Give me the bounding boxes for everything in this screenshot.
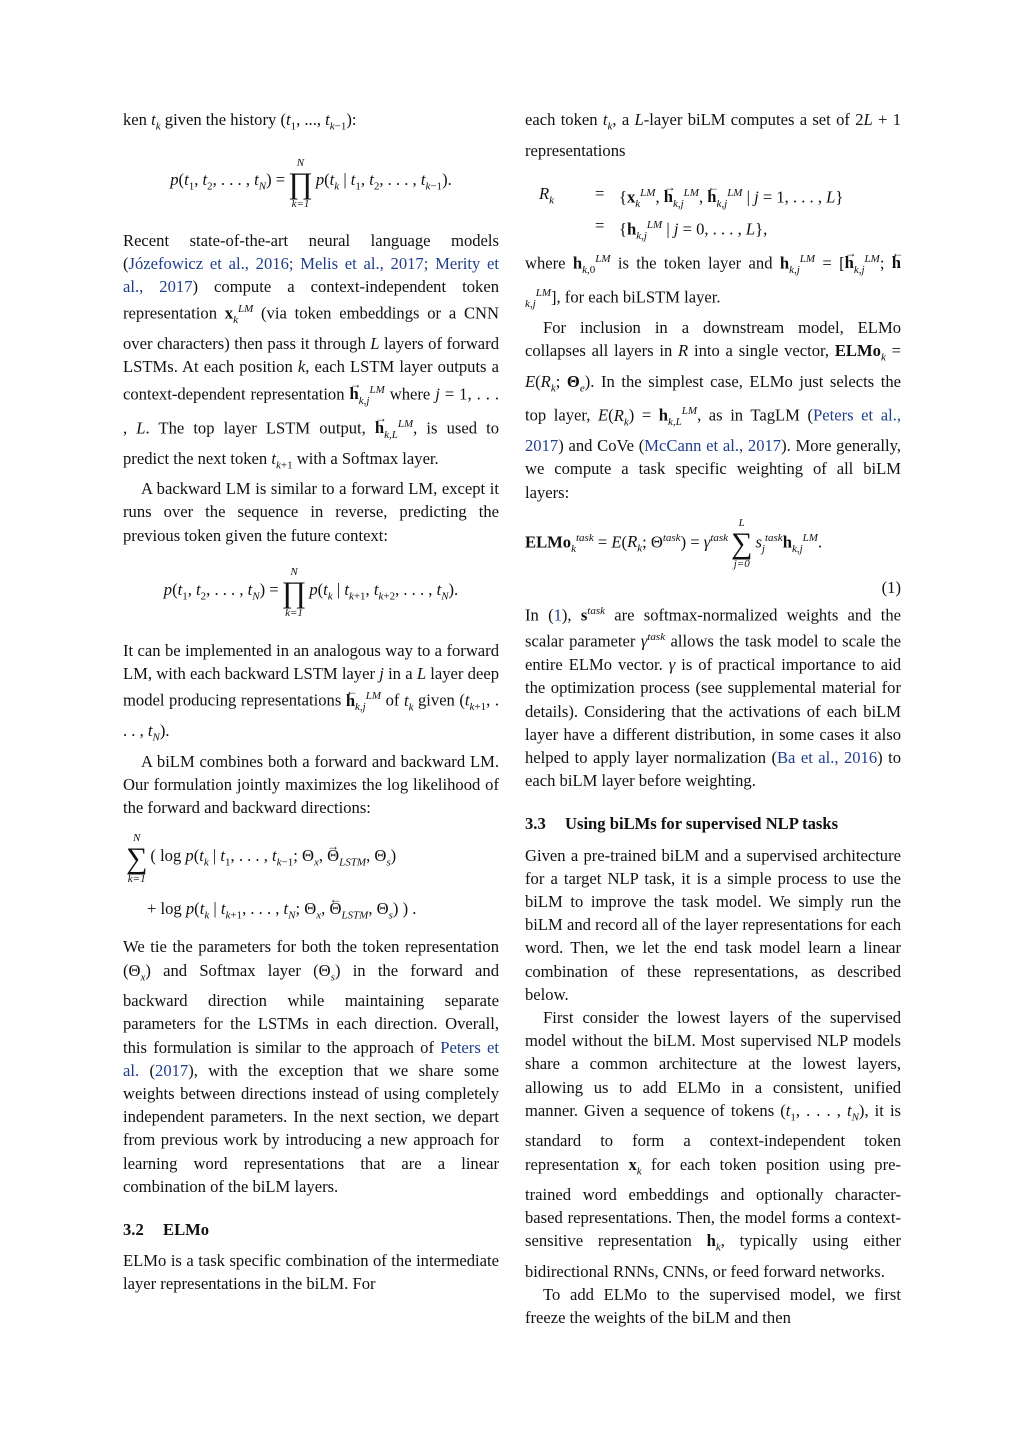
- section-title: Using biLMs for supervised NLP tasks: [565, 814, 839, 834]
- equation-elmo-task: ELMo$_k^{task}$ = $E(R_k$; $\Theta^{task}) = \gamma^{task}$ L ∑ j=0 $s_j^{task}h_{k,j}^{LM}$. (1): [525, 504, 901, 600]
- right-column: [525, 108, 901, 1330]
- citation-peters[interactable]: Peters et al.: [123, 1037, 499, 1080]
- paragraph-intro: ken $t_k$ given the history ($t_1$, ..., $t_{k-1}$):: [123, 110, 357, 133]
- paragraph-in-eq: In (1), $s^{task}$ are softmax-normalized weights and the scalar parameter $\gamma^{task}$ allows the task model to scale the entire ELMo vector. γ is of practical importance to aid the optimization process (see supplemental material for details). Considering that the activations of each biLM layer have a different distribution, in some cases it also helped to apply layer normalization (Ba et al., 2016) to each biLM layer before weighting.: [525, 604, 902, 791]
- in-text-c: ) to each biLM layer before weighting.: [525, 747, 901, 791]
- inclusion-text-c: ). More generally, we compute a task specific weighting of all biLM layers:: [525, 436, 901, 502]
- section-heading-3-3: [525, 812, 901, 835]
- equation-log-likelihood: N ∑ k=1 ( $\log p(t_k$ | $t_1$, . . . , $t_{k-1}$; $\Theta_x$, → $\Theta_{LSTM}$, $\Theta_s$) + $\log p(t_k$ | $t_{k+1}$, . . . , $t_N$; $\Theta_x$, ← $\Theta_{LSTM}$, $\Theta_s$) ) .: [123, 819, 499, 935]
- paragraph-add-elmo: To add ELMo to the supervised model, we first freeze the weights of the biLM and then: [525, 1285, 901, 1328]
- section-heading-3-2: [123, 1218, 499, 1241]
- citation-mccann-2017[interactable]: McCann et al., 2017: [644, 436, 782, 456]
- left-column: [123, 108, 499, 1296]
- equation-forward-lm: $p(t_1$, $t_2$, . . . , $t_N$) = N ∏ k=1 $p(t_k$ | $t_1$, $t_2$, . . . , $t_{k-1}$).: [170, 156, 452, 210]
- citation-peters-2017[interactable]: Peters et al., 2017: [525, 405, 901, 456]
- section-number: 3.3: [525, 814, 546, 834]
- paragraph-given: Given a pre-trained biLM and a supervised architecture for a target NLP task, it is a simple process to use the biLM to improve the task model. We simply run the biLM and record all of the layer representations for each word. Then, we let the end task model learn a linear combination of these representations, as described below.: [525, 845, 901, 1004]
- citation-2017[interactable]: 2017: [155, 1060, 189, 1080]
- section-number: 3.2: [123, 1219, 144, 1239]
- paragraph-analogous: It can be implemented in an analogous way to a forward LM, with each backward LSTM layer j in a L layer deep model producing representations ← $h_{k,j}^{LM}$ of $t_k$ given ($t_{k+1}$, . . . , $t_N$).: [123, 639, 499, 750]
- paragraph-backward: A backward LM is similar to a forward LM, except it runs over the sequence in reverse, predicting the previous token given the future context:: [123, 479, 499, 545]
- paragraph-elmo: ELMo is a task specific combination of the intermediate layer representations in the biLM. For: [123, 1251, 499, 1294]
- paragraph-inclusion: For inclusion in a downstream model, ELMo collapses all layers in R into a single vector, ELMo$_k$ = $E(R_k$; $\Theta_e$). In the simplest case, ELMo just selects the top layer, $E(R_k) = h_{k,L}^{LM}$, as in TagLM (Peters et al., 2017) and CoVe (McCann et al., 2017). More generally, we compute a task specific weighting of all biLM layers:: [525, 317, 901, 502]
- equation-number: (1): [881, 577, 901, 597]
- citation-ba-2016[interactable]: Ba et al., 2016: [776, 747, 878, 767]
- section-title: ELMo: [163, 1219, 210, 1239]
- paren-open: (: [139, 1060, 156, 1080]
- paragraph-tie: We tie the parameters for both the token representation $(\Theta_x)$ and Softmax layer $(\Theta_s)$ in the forward and backward direction while maintaining separate parameters for the LSTMs in each direction. Overall, this formulation is similar to the approach of Peters et al. (2017), with the exception that we share some weights between directions instead of using completely independent parameters. In the next section, we depart from previous work by introducing a new approach for learning word representations that are a linear combination of the biLM layers.: [123, 937, 500, 1196]
- equation-backward-lm: $p(t_1$, $t_2$, . . . , $t_N$) = N ∏ k=1 $p(t_k$ | $t_{k+1}$, $t_{k+2}$, . . . , $t_N$).: [163, 565, 459, 619]
- citation-eq-1[interactable]: 1: [553, 605, 562, 625]
- equation-rk: $R_k$ = {$x_k^{LM}$, → $h_{k,j}^{LM}$, ← $h_{k,j}^{LM}$ | j = 1, . . . , L} = {$h_{k,j}^{LM}$ | j = 0, . . . , L},: [525, 162, 901, 248]
- tie-text-b: ), with the exception that we share some weights between directions instead of using completely independent parameters. In the next section, we depart from previous work by introducing a new approach for learning word representations that are a linear combination of the biLM layers.: [123, 1060, 499, 1196]
- paragraph-bilm: A biLM combines both a forward and backward LM. Our formulation jointly maximizes the log likelihood of the forward and backward directions:: [123, 751, 499, 818]
- citation-jozefowicz-melis-merity[interactable]: Józefowicz et al., 2016; Melis et al., 2017; Merity et al., 2017: [123, 253, 499, 296]
- paragraph-first-consider: First consider the lowest layers of the supervised model without the biLM. Most supervised NLP models share a common architecture at the lowest layers, allowing us to add ELMo in a consistent, unified manner. Given a sequence of tokens ($t_1$, . . . , $t_N$), it is standard to form a context-independent token representation $x_k$ for each token position using pre-trained word embeddings and optionally character-based representations. Then, the model forms a context-sensitive representation $h_k$, typically using either bidirectional RNNs, CNNs, or feed forward networks.: [525, 1008, 902, 1281]
- paragraph-each-token: each token $t_k$, a L-layer biLM computes a set of 2L + 1 representations: [525, 110, 901, 160]
- paragraph-where: where $h_{k,0}^{LM}$ is the token layer and $h_{k,j}^{LM}$ = [→ $h_{k,j}^{LM}$; ← $h_{k,j}^{LM}$], for each biLSTM layer.: [525, 248, 901, 316]
- paragraph-recent: Recent state-of-the-art neural language models (Józefowicz et al., 2016; Melis et al., 2017; Merity et al., 2017) compute a context-independent token representation $x_k^{LM}$ (via token embeddings or a CNN over characters) then pass it through L layers of forward LSTMs. At each position k, each LSTM layer outputs a context-dependent representation → $h_{k,j}^{LM}$ where j = 1, . . . , L. The top layer LSTM output, → $h_{k,L}^{LM}$, is used to predict the next token $t_{k+1}$ with a Softmax layer.: [123, 229, 499, 478]
